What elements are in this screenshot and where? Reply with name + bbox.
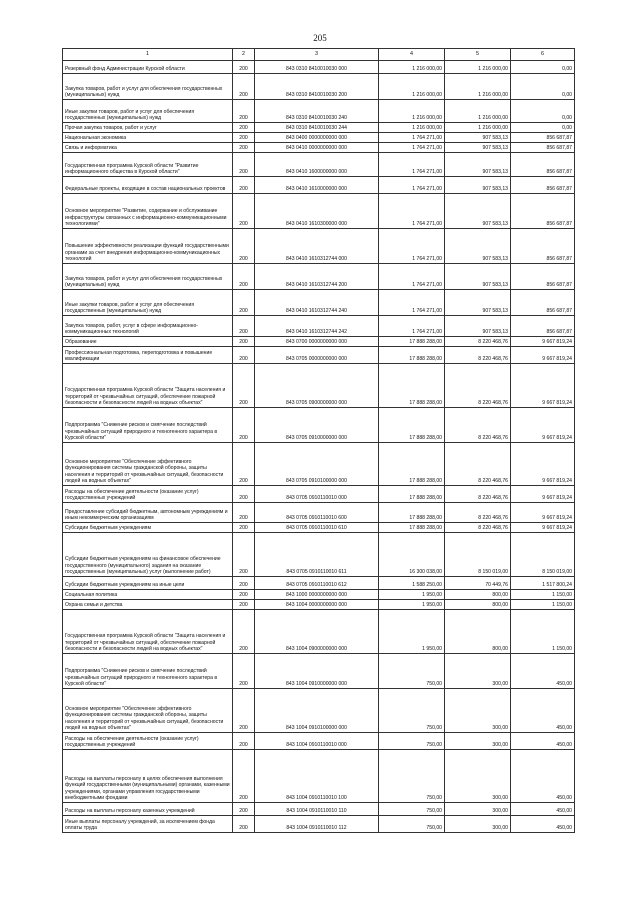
row-approved-cell: 750,00 bbox=[379, 816, 445, 833]
row-name-cell: Подпрограмма "Снижение рисков и смягчение последствий чрезвычайных ситуаций природного и техногенного характера в Курской области" bbox=[63, 654, 233, 689]
table-row bbox=[63, 177, 575, 194]
row-approved-cell: 1 216 000,00 bbox=[379, 74, 445, 100]
row-unexecuted-cell: 0,00 bbox=[511, 100, 575, 123]
row-budget-code-cell: 843 1004 0910110010 000 bbox=[255, 733, 379, 750]
table-row bbox=[63, 143, 575, 153]
column-header: 1 bbox=[63, 49, 233, 61]
row-name-cell: Расходы на выплаты персоналу казенных учреждений bbox=[63, 803, 233, 816]
row-approved-cell: 1 950,00 bbox=[379, 610, 445, 654]
row-name-cell: Основное мероприятие "Обеспечение эффективного функционирования системы гражданской обороны, защиты населения и территорий от чрезвычайных ситуаций, безопасности людей на водных объектах" bbox=[63, 689, 233, 733]
row-budget-code-cell: 843 0310 8410010030 240 bbox=[255, 100, 379, 123]
row-approved-cell: 17 888 288,00 bbox=[379, 503, 445, 523]
row-budget-code-cell: 843 0410 1610000000 000 bbox=[255, 177, 379, 194]
table-row bbox=[63, 364, 575, 408]
row-unexecuted-cell: 9 667 819,24 bbox=[511, 523, 575, 533]
row-executed-cell: 300,00 bbox=[445, 803, 511, 816]
row-line-code-cell: 200 bbox=[233, 264, 255, 290]
row-unexecuted-cell: 9 667 819,24 bbox=[511, 347, 575, 364]
table-header-row bbox=[63, 49, 575, 61]
row-line-code-cell: 200 bbox=[233, 153, 255, 177]
row-approved-cell: 750,00 bbox=[379, 733, 445, 750]
column-header: 2 bbox=[233, 49, 255, 61]
row-line-code-cell: 200 bbox=[233, 290, 255, 316]
row-unexecuted-cell: 9 667 819,24 bbox=[511, 364, 575, 408]
row-budget-code-cell: 843 0400 0000000000 000 bbox=[255, 133, 379, 143]
row-name-cell: Повышение эффективности реализации функций государственными органами за счет внедрения информационно-коммуникационных технологий bbox=[63, 229, 233, 264]
row-line-code-cell: 200 bbox=[233, 689, 255, 733]
row-line-code-cell: 200 bbox=[233, 577, 255, 590]
row-name-cell: Государственная программа Курской области "Защита населения и территорий от чрезвычайных ситуаций, обеспечение пожарной безопасности и безопасности людей на водных объектах" bbox=[63, 364, 233, 408]
row-executed-cell: 8 220 468,76 bbox=[445, 408, 511, 443]
table-row bbox=[63, 523, 575, 533]
row-line-code-cell: 200 bbox=[233, 503, 255, 523]
row-line-code-cell: 200 bbox=[233, 443, 255, 486]
row-name-cell: Закупка товаров, работ, услуг в сфере информационно-коммуникационных технологий bbox=[63, 316, 233, 337]
row-name-cell: Подпрограмма "Снижение рисков и смягчение последствий чрезвычайных ситуаций природного и техногенного характера в Курской области" bbox=[63, 408, 233, 443]
row-budget-code-cell: 843 1004 0910100000 000 bbox=[255, 689, 379, 733]
table-row bbox=[63, 600, 575, 610]
row-approved-cell: 750,00 bbox=[379, 654, 445, 689]
table-row bbox=[63, 264, 575, 290]
row-line-code-cell: 200 bbox=[233, 143, 255, 153]
row-line-code-cell: 200 bbox=[233, 123, 255, 133]
table-row bbox=[63, 577, 575, 590]
row-budget-code-cell: 843 0705 0910110010 612 bbox=[255, 577, 379, 590]
row-line-code-cell: 200 bbox=[233, 316, 255, 337]
table-row bbox=[63, 610, 575, 654]
row-budget-code-cell: 843 0410 1600000000 000 bbox=[255, 153, 379, 177]
row-line-code-cell: 200 bbox=[233, 194, 255, 229]
table-row bbox=[63, 816, 575, 833]
table-row bbox=[63, 654, 575, 689]
row-name-cell: Основное мероприятие "Развитие, содержание и обслуживание инфраструктуры связанных с информационно-коммуникационными технологиями" bbox=[63, 194, 233, 229]
row-name-cell: Образование bbox=[63, 337, 233, 347]
row-unexecuted-cell: 856 687,87 bbox=[511, 290, 575, 316]
row-unexecuted-cell: 450,00 bbox=[511, 750, 575, 803]
row-unexecuted-cell: 856 687,87 bbox=[511, 229, 575, 264]
row-executed-cell: 8 220 468,76 bbox=[445, 486, 511, 503]
row-budget-code-cell: 843 0705 0910110010 600 bbox=[255, 503, 379, 523]
row-name-cell: Социальная политика bbox=[63, 590, 233, 600]
row-executed-cell: 300,00 bbox=[445, 654, 511, 689]
row-unexecuted-cell: 450,00 bbox=[511, 816, 575, 833]
row-name-cell: Профессиональная подготовка, переподготовка и повышение квалификации bbox=[63, 347, 233, 364]
row-approved-cell: 17 888 288,00 bbox=[379, 364, 445, 408]
row-budget-code-cell: 843 1000 0000000000 000 bbox=[255, 590, 379, 600]
table-row bbox=[63, 194, 575, 229]
row-line-code-cell: 200 bbox=[233, 803, 255, 816]
row-budget-code-cell: 843 0410 1610312744 242 bbox=[255, 316, 379, 337]
row-executed-cell: 907 583,13 bbox=[445, 229, 511, 264]
table-row bbox=[63, 486, 575, 503]
row-executed-cell: 907 583,13 bbox=[445, 290, 511, 316]
table-row bbox=[63, 533, 575, 577]
row-budget-code-cell: 843 0705 0910110010 610 bbox=[255, 523, 379, 533]
row-unexecuted-cell: 1 150,00 bbox=[511, 610, 575, 654]
row-name-cell: Предоставление субсидий бюджетным, автономным учреждениям и иным некоммерческим организациям bbox=[63, 503, 233, 523]
row-line-code-cell: 200 bbox=[233, 100, 255, 123]
row-approved-cell: 17 888 288,00 bbox=[379, 408, 445, 443]
row-approved-cell: 17 888 288,00 bbox=[379, 443, 445, 486]
row-approved-cell: 1 588 250,00 bbox=[379, 577, 445, 590]
row-name-cell: Расходы на обеспечение деятельности (оказание услуг) государственных учреждений bbox=[63, 733, 233, 750]
row-line-code-cell: 200 bbox=[233, 733, 255, 750]
column-header: 3 bbox=[255, 49, 379, 61]
row-name-cell: Прочая закупка товаров, работ и услуг bbox=[63, 123, 233, 133]
table-row bbox=[63, 74, 575, 100]
row-line-code-cell: 200 bbox=[233, 523, 255, 533]
row-executed-cell: 1 216 000,00 bbox=[445, 100, 511, 123]
row-executed-cell: 8 220 468,76 bbox=[445, 523, 511, 533]
row-approved-cell: 1 764 271,00 bbox=[379, 177, 445, 194]
row-unexecuted-cell: 856 687,87 bbox=[511, 177, 575, 194]
table-row bbox=[63, 347, 575, 364]
row-unexecuted-cell: 9 667 819,24 bbox=[511, 337, 575, 347]
row-budget-code-cell: 843 0705 0000000000 000 bbox=[255, 347, 379, 364]
row-approved-cell: 750,00 bbox=[379, 750, 445, 803]
table-row bbox=[63, 337, 575, 347]
row-approved-cell: 1 764 271,00 bbox=[379, 264, 445, 290]
row-budget-code-cell: 843 1004 0900000000 000 bbox=[255, 610, 379, 654]
row-line-code-cell: 200 bbox=[233, 750, 255, 803]
column-header: 4 bbox=[379, 49, 445, 61]
row-approved-cell: 1 950,00 bbox=[379, 600, 445, 610]
row-name-cell: Расходы на обеспечение деятельности (оказание услуг) государственных учреждений bbox=[63, 486, 233, 503]
row-unexecuted-cell: 856 687,87 bbox=[511, 143, 575, 153]
row-approved-cell: 750,00 bbox=[379, 803, 445, 816]
table-row bbox=[63, 689, 575, 733]
row-approved-cell: 1 764 271,00 bbox=[379, 194, 445, 229]
row-budget-code-cell: 843 0410 1610312744 200 bbox=[255, 264, 379, 290]
row-name-cell: Иные выплаты персоналу учреждений, за исключением фонда оплаты труда bbox=[63, 816, 233, 833]
row-unexecuted-cell: 856 687,87 bbox=[511, 133, 575, 143]
row-line-code-cell: 200 bbox=[233, 610, 255, 654]
row-name-cell: Государственная программа Курской области "Развитие информационного общества в Курской области" bbox=[63, 153, 233, 177]
table-row bbox=[63, 443, 575, 486]
row-budget-code-cell: 843 0705 0910100000 000 bbox=[255, 443, 379, 486]
column-header: 6 bbox=[511, 49, 575, 61]
row-budget-code-cell: 843 0700 0000000000 000 bbox=[255, 337, 379, 347]
row-line-code-cell: 200 bbox=[233, 337, 255, 347]
row-executed-cell: 70 449,76 bbox=[445, 577, 511, 590]
row-executed-cell: 907 583,13 bbox=[445, 133, 511, 143]
row-name-cell: Субсидии бюджетным учреждениям bbox=[63, 523, 233, 533]
row-unexecuted-cell: 0,00 bbox=[511, 61, 575, 74]
row-name-cell: Национальная экономика bbox=[63, 133, 233, 143]
row-budget-code-cell: 843 0705 0910110010 611 bbox=[255, 533, 379, 577]
row-budget-code-cell: 843 0705 0900000000 000 bbox=[255, 364, 379, 408]
table-row bbox=[63, 733, 575, 750]
row-executed-cell: 8 220 468,76 bbox=[445, 503, 511, 523]
row-executed-cell: 8 220 468,76 bbox=[445, 337, 511, 347]
row-unexecuted-cell: 450,00 bbox=[511, 733, 575, 750]
row-name-cell: Закупка товаров, работ и услуг для обеспечения государственных (муниципальных) нужд bbox=[63, 74, 233, 100]
table-row bbox=[63, 803, 575, 816]
row-executed-cell: 800,00 bbox=[445, 610, 511, 654]
row-unexecuted-cell: 450,00 bbox=[511, 654, 575, 689]
row-budget-code-cell: 843 1004 0910110010 110 bbox=[255, 803, 379, 816]
table-row bbox=[63, 229, 575, 264]
row-name-cell: Субсидии бюджетным учреждениям на финансовое обеспечение государственного (муниципального) задания на оказание государственных (муниципальных) услуг (выполнение работ) bbox=[63, 533, 233, 577]
row-line-code-cell: 200 bbox=[233, 816, 255, 833]
row-name-cell: Резервный фонд Администрации Курской области bbox=[63, 61, 233, 74]
row-unexecuted-cell: 856 687,87 bbox=[511, 316, 575, 337]
row-executed-cell: 300,00 bbox=[445, 689, 511, 733]
row-line-code-cell: 200 bbox=[233, 408, 255, 443]
row-unexecuted-cell: 1 150,00 bbox=[511, 600, 575, 610]
row-unexecuted-cell: 9 667 819,24 bbox=[511, 486, 575, 503]
row-line-code-cell: 200 bbox=[233, 61, 255, 74]
budget-execution-table bbox=[62, 48, 575, 833]
row-line-code-cell: 200 bbox=[233, 590, 255, 600]
row-approved-cell: 17 888 288,00 bbox=[379, 486, 445, 503]
row-budget-code-cell: 843 0410 1610300000 000 bbox=[255, 194, 379, 229]
row-approved-cell: 17 888 288,00 bbox=[379, 523, 445, 533]
row-approved-cell: 1 764 271,00 bbox=[379, 290, 445, 316]
table-row bbox=[63, 408, 575, 443]
row-unexecuted-cell: 9 667 819,24 bbox=[511, 408, 575, 443]
row-executed-cell: 300,00 bbox=[445, 750, 511, 803]
row-line-code-cell: 200 bbox=[233, 364, 255, 408]
row-unexecuted-cell: 9 667 819,24 bbox=[511, 443, 575, 486]
row-budget-code-cell: 843 0705 0910110010 000 bbox=[255, 486, 379, 503]
row-line-code-cell: 200 bbox=[233, 229, 255, 264]
row-name-cell: Основное мероприятие "Обеспечение эффективного функционирования системы гражданской обороны, защиты населения и территорий от чрезвычайных ситуаций, безопасности людей на водных объектах" bbox=[63, 443, 233, 486]
row-line-code-cell: 200 bbox=[233, 533, 255, 577]
row-approved-cell: 1 764 271,00 bbox=[379, 133, 445, 143]
row-executed-cell: 800,00 bbox=[445, 590, 511, 600]
row-unexecuted-cell: 450,00 bbox=[511, 689, 575, 733]
row-budget-code-cell: 843 0310 8410010030 000 bbox=[255, 61, 379, 74]
row-executed-cell: 907 583,13 bbox=[445, 153, 511, 177]
table-row bbox=[63, 290, 575, 316]
row-approved-cell: 750,00 bbox=[379, 689, 445, 733]
row-approved-cell: 1 950,00 bbox=[379, 590, 445, 600]
row-unexecuted-cell: 8 150 019,00 bbox=[511, 533, 575, 577]
row-executed-cell: 300,00 bbox=[445, 733, 511, 750]
table-row bbox=[63, 316, 575, 337]
row-unexecuted-cell: 0,00 bbox=[511, 74, 575, 100]
row-executed-cell: 1 216 000,00 bbox=[445, 74, 511, 100]
table-row bbox=[63, 61, 575, 74]
page-number: 205 bbox=[313, 33, 327, 43]
row-unexecuted-cell: 0,00 bbox=[511, 123, 575, 133]
row-line-code-cell: 200 bbox=[233, 74, 255, 100]
row-unexecuted-cell: 1 150,00 bbox=[511, 590, 575, 600]
row-approved-cell: 1 764 271,00 bbox=[379, 153, 445, 177]
column-header: 5 bbox=[445, 49, 511, 61]
row-budget-code-cell: 843 0410 0000000000 000 bbox=[255, 143, 379, 153]
row-budget-code-cell: 843 0410 1610312744 240 bbox=[255, 290, 379, 316]
table-row bbox=[63, 133, 575, 143]
table-row bbox=[63, 503, 575, 523]
row-executed-cell: 1 216 000,00 bbox=[445, 123, 511, 133]
row-approved-cell: 1 764 271,00 bbox=[379, 229, 445, 264]
row-approved-cell: 1 216 000,00 bbox=[379, 100, 445, 123]
row-approved-cell: 1 764 271,00 bbox=[379, 316, 445, 337]
row-approved-cell: 17 888 288,00 bbox=[379, 347, 445, 364]
row-unexecuted-cell: 450,00 bbox=[511, 803, 575, 816]
row-budget-code-cell: 843 0410 1610312744 000 bbox=[255, 229, 379, 264]
row-line-code-cell: 200 bbox=[233, 654, 255, 689]
row-budget-code-cell: 843 0705 0910000000 000 bbox=[255, 408, 379, 443]
row-line-code-cell: 200 bbox=[233, 177, 255, 194]
row-name-cell: Охрана семьи и детства bbox=[63, 600, 233, 610]
row-unexecuted-cell: 856 687,87 bbox=[511, 264, 575, 290]
row-executed-cell: 907 583,13 bbox=[445, 264, 511, 290]
row-name-cell: Закупка товаров, работ и услуг для обеспечения государственных (муниципальных) нужд bbox=[63, 264, 233, 290]
row-executed-cell: 907 583,13 bbox=[445, 316, 511, 337]
row-budget-code-cell: 843 1004 0910110010 112 bbox=[255, 816, 379, 833]
row-line-code-cell: 200 bbox=[233, 600, 255, 610]
row-approved-cell: 17 888 288,00 bbox=[379, 337, 445, 347]
row-executed-cell: 8 150 019,00 bbox=[445, 533, 511, 577]
table-row bbox=[63, 750, 575, 803]
row-budget-code-cell: 843 0310 8410010030 200 bbox=[255, 74, 379, 100]
row-name-cell: Федеральные проекты, входящие в состав национальных проектов bbox=[63, 177, 233, 194]
row-line-code-cell: 200 bbox=[233, 133, 255, 143]
row-executed-cell: 907 583,13 bbox=[445, 177, 511, 194]
row-name-cell: Субсидии бюджетным учреждениям на иные цели bbox=[63, 577, 233, 590]
row-name-cell: Иные закупки товаров, работ и услуг для обеспечения государственных (муниципальных) нужд bbox=[63, 100, 233, 123]
table-row bbox=[63, 100, 575, 123]
row-unexecuted-cell: 1 517 800,24 bbox=[511, 577, 575, 590]
row-name-cell: Связь и информатика bbox=[63, 143, 233, 153]
row-budget-code-cell: 843 1004 0910000000 000 bbox=[255, 654, 379, 689]
table-row bbox=[63, 153, 575, 177]
row-executed-cell: 8 220 468,76 bbox=[445, 364, 511, 408]
row-line-code-cell: 200 bbox=[233, 347, 255, 364]
row-approved-cell: 1 764 271,00 bbox=[379, 143, 445, 153]
row-unexecuted-cell: 856 687,87 bbox=[511, 153, 575, 177]
row-approved-cell: 1 216 000,00 bbox=[379, 123, 445, 133]
row-name-cell: Расходы на выплаты персоналу в целях обеспечения выполнения функций государственными (муниципальными) органами, казенными учреждениями, органами управления государственными внебюджетными фондами bbox=[63, 750, 233, 803]
row-unexecuted-cell: 856 687,87 bbox=[511, 194, 575, 229]
row-name-cell: Иные закупки товаров, работ и услуг для обеспечения государственных (муниципальных) нужд bbox=[63, 290, 233, 316]
row-budget-code-cell: 843 1004 0910110010 100 bbox=[255, 750, 379, 803]
row-budget-code-cell: 843 1004 0000000000 000 bbox=[255, 600, 379, 610]
row-executed-cell: 907 583,13 bbox=[445, 143, 511, 153]
row-line-code-cell: 200 bbox=[233, 486, 255, 503]
table-row bbox=[63, 123, 575, 133]
row-executed-cell: 300,00 bbox=[445, 816, 511, 833]
row-executed-cell: 8 220 468,76 bbox=[445, 443, 511, 486]
row-executed-cell: 8 220 468,76 bbox=[445, 347, 511, 364]
row-executed-cell: 907 583,13 bbox=[445, 194, 511, 229]
table-row bbox=[63, 590, 575, 600]
row-name-cell: Государственная программа Курской области "Защита населения и территорий от чрезвычайных ситуаций, обеспечение пожарной безопасности и безопасности людей на водных объектах" bbox=[63, 610, 233, 654]
row-executed-cell: 800,00 bbox=[445, 600, 511, 610]
row-approved-cell: 1 216 000,00 bbox=[379, 61, 445, 74]
row-unexecuted-cell: 9 667 819,24 bbox=[511, 503, 575, 523]
row-budget-code-cell: 843 0310 8410010030 244 bbox=[255, 123, 379, 133]
row-approved-cell: 16 300 038,00 bbox=[379, 533, 445, 577]
row-executed-cell: 1 216 000,00 bbox=[445, 61, 511, 74]
